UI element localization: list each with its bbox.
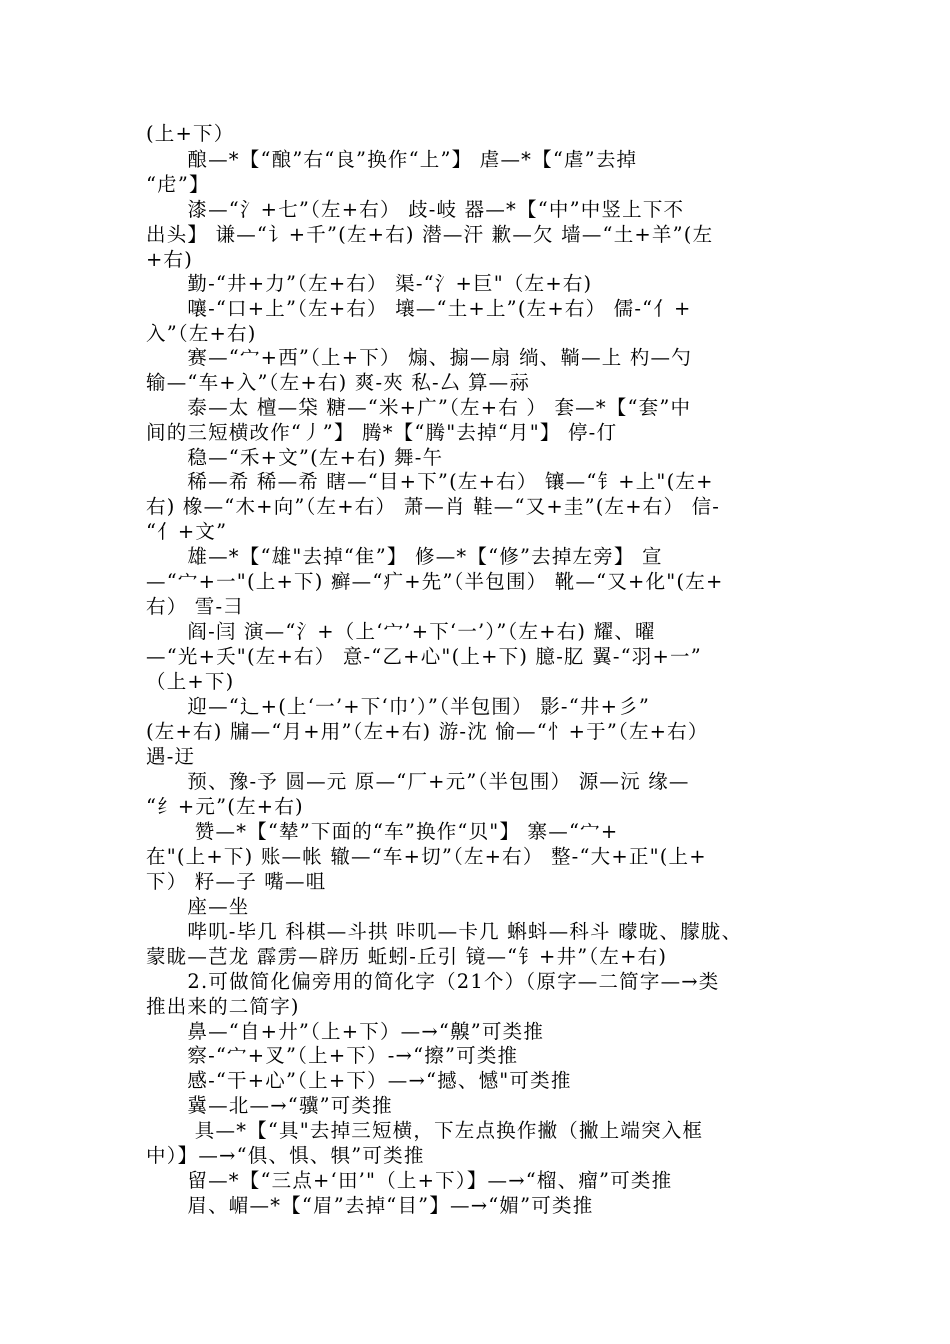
paragraph: [146, 198, 811, 272]
text-line: 雄—*【“雄"去掉“隹”】 修—*【“修”去掉左旁】 宣: [146, 545, 663, 568]
text-line: 蒙眬—芑龙 霹雳—辟历 蚯蚓-丘引 镜—“钅+井”（左+右): [146, 944, 668, 968]
text-line: 漆—“氵+七”（左+右） 歧-岐 器—*【“中”中竖上下不: [146, 198, 685, 221]
text-line: 眉、嵋—*【“眉”去掉“目”】—→“媚”可类推: [146, 1194, 594, 1217]
text-line: 预、豫-予 圆—元 原—“厂+元”（半包围） 源—沅 缘—: [146, 770, 690, 793]
text-line: 冀—北—→“骥”可类推: [146, 1094, 393, 1117]
text-line: 右） 雪-彐: [146, 594, 244, 618]
text-line: (上+下）: [146, 122, 235, 145]
paragraph: [146, 396, 811, 446]
text-line: 留—*【“三点+‘田’"（上+下）】—→“榴、瘤”可类推: [146, 1169, 673, 1192]
text-line: 稳—“禾+文”(左+右) 舞-午: [146, 446, 444, 469]
text-line: “虍”】: [146, 172, 210, 196]
text-line: 入”（左+右): [146, 321, 257, 345]
paragraph: [146, 820, 811, 894]
paragraph: [146, 620, 811, 694]
text-line: 察-“宀+叉”（上+下）-→“擦”可类推: [146, 1044, 519, 1067]
text-line: 迎—“辶+(上‘一’+下‘巾’）”（半包围） 影-“井+彡”: [146, 695, 650, 718]
text-line: 勤-“井+力”（左+右） 渠-“氵+巨"（左+右): [146, 272, 593, 295]
text-line: 稀—希 稀—希 瞎—“目+下”(左+右） 镶—“钅+上"(左+: [146, 470, 714, 493]
paragraph: [146, 122, 811, 147]
paragraph: [146, 1020, 811, 1045]
paragraph: [146, 272, 811, 297]
text-line: 座—坐: [146, 895, 250, 918]
paragraph: [146, 346, 811, 396]
paragraph: [146, 1194, 811, 1219]
text-line: 感-“干+心”（上+下）—→“撼、憾"可类推: [146, 1069, 572, 1092]
paragraph: [146, 148, 811, 198]
text-line: 赞—*【“辇”下面的“车”换作“贝"】 寨—“宀+: [146, 820, 619, 843]
paragraph: [146, 1044, 811, 1069]
text-line: +右): [146, 247, 194, 271]
paragraph: [146, 695, 811, 769]
paragraph: [146, 895, 811, 920]
paragraph: [146, 920, 811, 970]
text-line: “纟+元”(左+右): [146, 794, 304, 818]
text-line: 嚷-“口+上”（左+右） 壤—“土+上”(左+右） 儒-“亻+: [146, 297, 692, 320]
text-line: 鼻—“自+廾”（上+下）—→“齅”可类推: [146, 1020, 545, 1043]
text-line: 遇-迂: [146, 744, 196, 768]
text-line: 酿—*【“酿”右“良”换作“上”】 虐—*【“虐”去掉: [146, 148, 638, 171]
paragraph: [146, 446, 811, 471]
paragraph: [146, 1169, 811, 1194]
paragraph: [146, 1119, 811, 1169]
text-line: 输—“车+入”（左+右) 爽-夾 私-厶 算—祘: [146, 370, 531, 394]
text-line: （上+下): [146, 669, 235, 693]
text-line: 泰—太 檀—柋 糖—“米+广”（左+右 ） 套—*【“套”中: [146, 396, 692, 419]
text-line: 间的三短横改作“丿”】 腾*【“腾"去掉“月"】 停-仃: [146, 420, 618, 444]
paragraph: [146, 1069, 811, 1094]
text-line: 出头】 谦—“讠+千”(左+右) 潜—汗 歉—欠 墙—“土+羊”(左: [146, 222, 714, 246]
paragraph: [146, 1094, 811, 1119]
text-line: 2.可做简化偏旁用的简化字（21个）（原字—二简字—→类: [146, 970, 720, 993]
paragraph: [146, 770, 811, 820]
text-line: 推出来的二简字): [146, 994, 300, 1018]
text-line: 哔叽-毕几 科棋—斗拱 咔叽—卡几 蝌蚪—科斗 曚昽、朦胧、: [146, 920, 743, 943]
paragraph: [146, 297, 811, 347]
text-line: 阎-闫 演—“氵+（上‘宀’+下‘一’）”（左+右) 耀、曜: [146, 620, 656, 643]
paragraph: [146, 470, 811, 544]
text-line: 中）】—→“俱、惧、犋”可类推: [146, 1143, 425, 1167]
paragraph: [146, 545, 811, 619]
text-line: 具—*【“具"去掉三短横，下左点换作撇（撇上端突入框: [146, 1119, 704, 1142]
text-line: (左+右) 牖—“月+用”（左+右) 游-沈 愉—“忄+于”（左+右）: [146, 719, 709, 743]
text-line: “亻+文”: [146, 519, 228, 543]
text-line: —“宀+一"(上+下) 癣—“疒+先”（半包围） 靴—“又+化"(左+: [146, 569, 724, 593]
text-line: 右) 橡—“木+向”（左+右） 萧—肖 鞋—“又+圭”(左+右） 信-: [146, 494, 721, 518]
text-line: —“光+夭"(左+右） 意-“乙+心"(上+下) 臆-肊 翼-“羽+一”: [146, 644, 702, 668]
paragraph: [146, 970, 811, 1020]
text-line: 下） 籽—子 嘴—咀: [146, 869, 327, 893]
text-line: 在"(上+下) 账—帐 辙—“车+切”（左+右） 整-“大+正"(上+: [146, 844, 707, 868]
text-line: 赛—“宀+西”（上+下） 煽、搧—扇 绱、鞝—上 杓—勺: [146, 346, 692, 369]
